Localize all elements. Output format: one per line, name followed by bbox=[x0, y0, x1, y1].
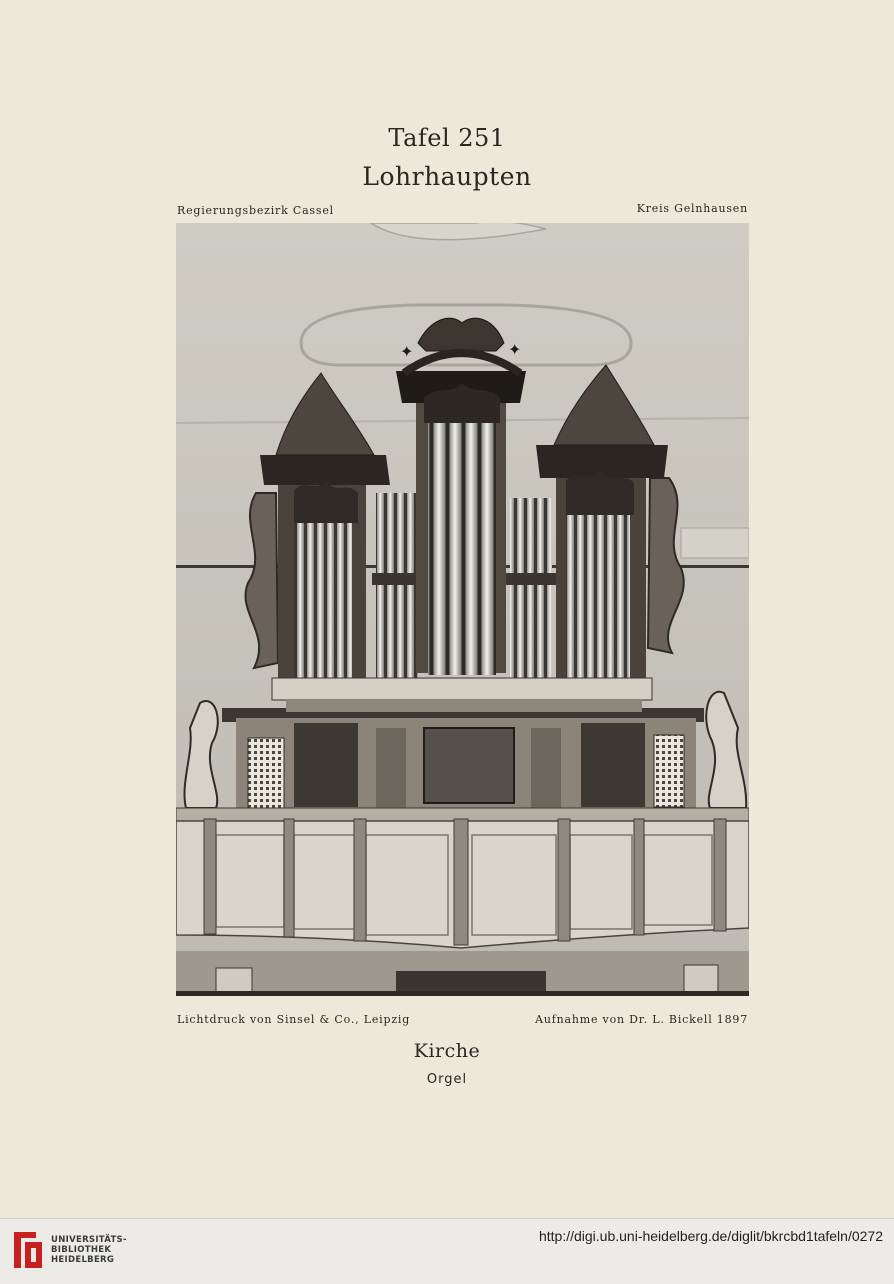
permalink-url[interactable]: http://digi.ub.uni-heidelberg.de/diglit/bkrcbd1tafeln/0272 bbox=[538, 1228, 883, 1244]
svg-text:✦: ✦ bbox=[508, 340, 522, 359]
plate-number: Tafel 251 bbox=[388, 124, 506, 152]
region-right: Kreis Gelnhausen bbox=[636, 202, 748, 215]
caption-building: Kirche bbox=[413, 1040, 481, 1062]
library-logo-icon[interactable] bbox=[10, 1228, 46, 1272]
place-title: Lohrhaupten bbox=[362, 162, 532, 191]
library-name-line: UNIVERSITÄTS- bbox=[51, 1235, 127, 1245]
library-name-line: BIBLIOTHEK bbox=[51, 1245, 112, 1255]
region-left: Regierungsbezirk Cassel bbox=[177, 204, 334, 217]
library-name-line: HEIDELBERG bbox=[51, 1255, 115, 1265]
svg-text:✦: ✦ bbox=[400, 342, 414, 361]
caption-object: Orgel bbox=[426, 1072, 468, 1087]
organ-photograph bbox=[176, 223, 749, 996]
printer-credit: Lichtdruck von Sinsel & Co., Leipzig bbox=[177, 1013, 411, 1026]
library-name[interactable] bbox=[51, 1235, 127, 1265]
photographer-credit: Aufnahme von Dr. L. Bickell 1897 bbox=[535, 1013, 748, 1026]
